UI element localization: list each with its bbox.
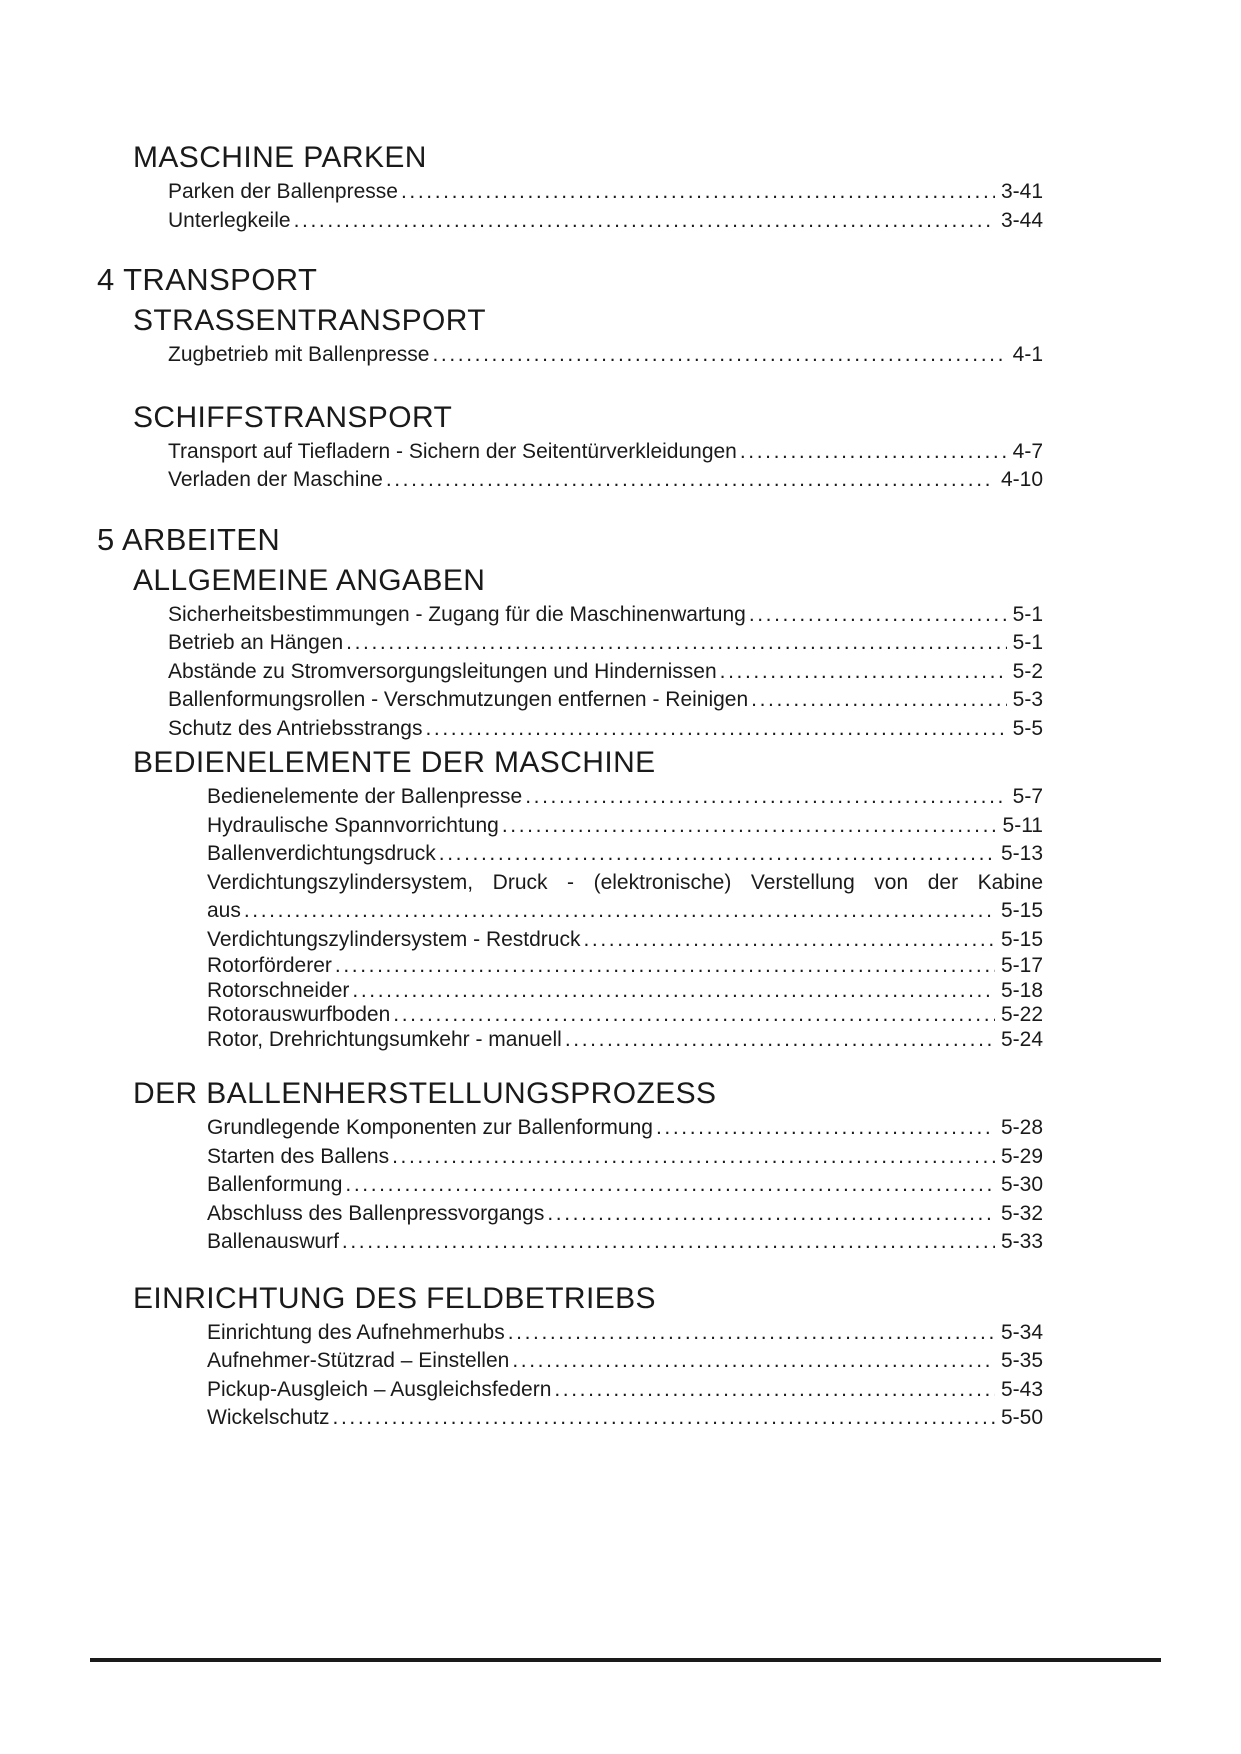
entry-title: Grundlegende Komponenten zur Ballenformung <box>207 1116 653 1139</box>
toc-entry <box>207 812 1043 841</box>
dot-leader <box>547 1200 995 1229</box>
toc-entry <box>207 1228 1043 1257</box>
section-heading-einrichtung-feldbetrieb: EINRICHTUNG DES FELDBETRIEBS <box>133 1281 656 1315</box>
entry-title: Sicherheitsbestimmungen - Zugang für die Maschinenwartung <box>168 602 746 626</box>
entry-title: Ballenformungsrollen - Verschmutzungen entfernen - Reinigen <box>168 688 749 711</box>
entry-title: Ballenformung <box>207 1173 343 1196</box>
toc-entry <box>207 979 1043 1004</box>
toc-entry <box>168 207 1043 236</box>
dot-leader <box>352 979 995 1004</box>
dot-leader <box>740 438 1007 467</box>
page-number: 3-44 <box>1000 208 1043 232</box>
entry-title: Starten des Ballens <box>207 1144 390 1168</box>
entry-group <box>168 438 1043 495</box>
toc-entry <box>168 601 1043 630</box>
page-number: 5-3 <box>1012 688 1043 711</box>
toc-entry <box>207 1376 1043 1405</box>
entry-group <box>207 1114 1043 1257</box>
entry-title: Zugbetrieb mit Ballenpresse <box>168 343 430 366</box>
page-number: 4-1 <box>1012 343 1043 366</box>
footer-double-rule <box>90 1658 1161 1662</box>
dot-leader <box>439 840 995 869</box>
entry-title: Abschluss des Ballenpressvorgangs <box>207 1201 545 1225</box>
page-number: 5-30 <box>1000 1173 1043 1196</box>
toc-entry <box>207 1143 1043 1172</box>
entry-title: Aufnehmer-Stützrad – Einstellen <box>207 1349 510 1372</box>
dot-leader <box>565 1028 995 1053</box>
page-number: 5-34 <box>1000 1320 1043 1344</box>
entry-title: Unterlegkeile <box>168 208 291 232</box>
entry-title: Verladen der Maschine <box>168 468 383 491</box>
toc-entry <box>168 438 1043 467</box>
dot-leader <box>512 1347 995 1376</box>
page-number: 5-32 <box>1000 1201 1043 1225</box>
page-number: 5-15 <box>1000 927 1043 951</box>
toc-entry <box>168 466 1043 495</box>
dot-leader <box>393 1003 995 1028</box>
toc-entry <box>207 840 1043 869</box>
entry-title: Betrieb an Hängen <box>168 631 344 654</box>
dot-leader <box>335 954 995 979</box>
section-heading-allgemeine-angaben: ALLGEMEINE ANGABEN <box>133 563 486 597</box>
toc-entry <box>207 1028 1043 1053</box>
toc-entry <box>168 341 1043 370</box>
entry-group <box>207 1319 1043 1433</box>
dot-leader <box>386 466 995 495</box>
page-number: 5-50 <box>1000 1406 1043 1429</box>
entry-title: Parken der Ballenpresse <box>168 180 398 203</box>
toc-entry <box>168 715 1043 744</box>
dot-leader <box>525 783 1006 812</box>
dot-leader <box>751 686 1006 715</box>
dot-leader <box>656 1114 995 1143</box>
toc-entry <box>168 178 1043 207</box>
dot-leader <box>345 1171 995 1200</box>
page-number: 5-5 <box>1012 716 1043 740</box>
entry-title: Einrichtung des Aufnehmerhubs <box>207 1320 505 1344</box>
entry-title: Bedienelemente der Ballenpresse <box>207 785 523 808</box>
page-number: 5-15 <box>1000 899 1043 922</box>
entry-title: Rotorförderer <box>207 954 332 977</box>
dot-leader <box>749 601 1007 630</box>
toc-entry <box>207 1200 1043 1229</box>
entry-title: Ballenverdichtungsdruck <box>207 842 436 865</box>
dot-leader <box>554 1376 995 1405</box>
toc-entry-multiline <box>207 869 1043 926</box>
entry-group <box>168 601 1043 744</box>
page-number: 5-17 <box>1000 954 1043 977</box>
entry-group <box>207 783 1043 1052</box>
toc-entry <box>168 658 1043 687</box>
page-number: 5-11 <box>1002 813 1043 837</box>
dot-leader <box>392 1143 995 1172</box>
toc-entry <box>207 954 1043 979</box>
page-number: 5-43 <box>1000 1377 1043 1401</box>
dot-leader <box>502 812 997 841</box>
page-number: 5-18 <box>1000 978 1043 1002</box>
entry-title: Verdichtungszylindersystem - Restdruck <box>207 927 581 951</box>
dot-leader <box>425 715 1006 744</box>
dot-leader <box>342 1228 995 1257</box>
section-heading-ballenherstellungsprozess: DER BALLENHERSTELLUNGSPROZESS <box>133 1077 717 1110</box>
page-number: 5-33 <box>1000 1230 1043 1253</box>
entry-group <box>168 178 1043 235</box>
entry-title: Wickelschutz <box>207 1406 330 1429</box>
page-number: 5-7 <box>1012 785 1043 808</box>
entry-title: Transport auf Tiefladern - Sichern der Seitentürverkleidungen <box>168 439 737 463</box>
dot-leader <box>346 629 1007 658</box>
dot-leader <box>401 178 995 207</box>
page-number: 5-1 <box>1012 602 1043 626</box>
toc-entry <box>207 1319 1043 1348</box>
page-number: 5-1 <box>1012 631 1043 654</box>
page-number: 5-24 <box>1000 1027 1043 1051</box>
dot-leader <box>583 926 994 955</box>
section-heading-schiffstransport: SCHIFFSTRANSPORT <box>133 400 453 434</box>
dot-leader <box>244 897 995 926</box>
dot-leader <box>508 1319 995 1348</box>
entry-title: Rotorschneider <box>207 978 350 1002</box>
entry-title: Schutz des Antriebsstrangs <box>168 716 423 740</box>
page-number: 5-29 <box>1000 1144 1043 1168</box>
entry-title: Hydraulische Spannvorrichtung <box>207 813 499 837</box>
entry-title: Pickup-Ausgleich – Ausgleichsfedern <box>207 1377 552 1401</box>
page-number: 5-13 <box>1000 842 1043 865</box>
toc-entry <box>207 926 1043 955</box>
toc-entry <box>207 1347 1043 1376</box>
toc-entry <box>207 1003 1043 1028</box>
chapter-heading-arbeiten: 5 ARBEITEN <box>97 521 281 557</box>
entry-title: Ballenauswurf <box>207 1230 339 1253</box>
toc-entry <box>168 629 1043 658</box>
page-number: 3-41 <box>1000 180 1043 203</box>
toc-entry-continuation <box>207 897 1043 926</box>
entry-title: Rotorauswurfboden <box>207 1003 391 1026</box>
page-number: 5-35 <box>1000 1349 1043 1372</box>
entry-group <box>168 341 1043 370</box>
dot-leader <box>720 658 1007 687</box>
entry-title: Abstände zu Stromversorgungsleitungen und Hindernissen <box>168 659 717 683</box>
page-number: 4-7 <box>1012 439 1043 463</box>
entry-title: Rotor, Drehrichtungsumkehr - manuell <box>207 1027 562 1051</box>
toc-entry <box>207 1404 1043 1433</box>
chapter-heading-transport: 4 TRANSPORT <box>97 262 318 297</box>
page-number: 5-28 <box>1000 1116 1043 1139</box>
dot-leader <box>432 341 1006 370</box>
entry-title-line2: aus <box>207 899 241 922</box>
page-number: 4-10 <box>1000 468 1043 491</box>
toc-entry <box>207 1171 1043 1200</box>
page-number: 5-2 <box>1012 659 1043 683</box>
dot-leader <box>333 1404 995 1433</box>
toc-entry <box>207 1114 1043 1143</box>
section-heading-bedienelemente: BEDIENELEMENTE DER MASCHINE <box>133 746 656 779</box>
entry-title-line1: Verdichtungszylindersystem, Druck - (elektronische) Verstellung von der Kabine <box>207 870 1043 894</box>
toc-entry <box>168 686 1043 715</box>
toc-content <box>97 140 1043 1433</box>
section-heading-strassentransport: STRASSENTRANSPORT <box>133 304 486 337</box>
dot-leader <box>294 207 995 236</box>
toc-entry <box>207 783 1043 812</box>
page-number: 5-22 <box>1000 1003 1043 1026</box>
section-heading-maschine-parken: MASCHINE PARKEN <box>133 141 427 174</box>
